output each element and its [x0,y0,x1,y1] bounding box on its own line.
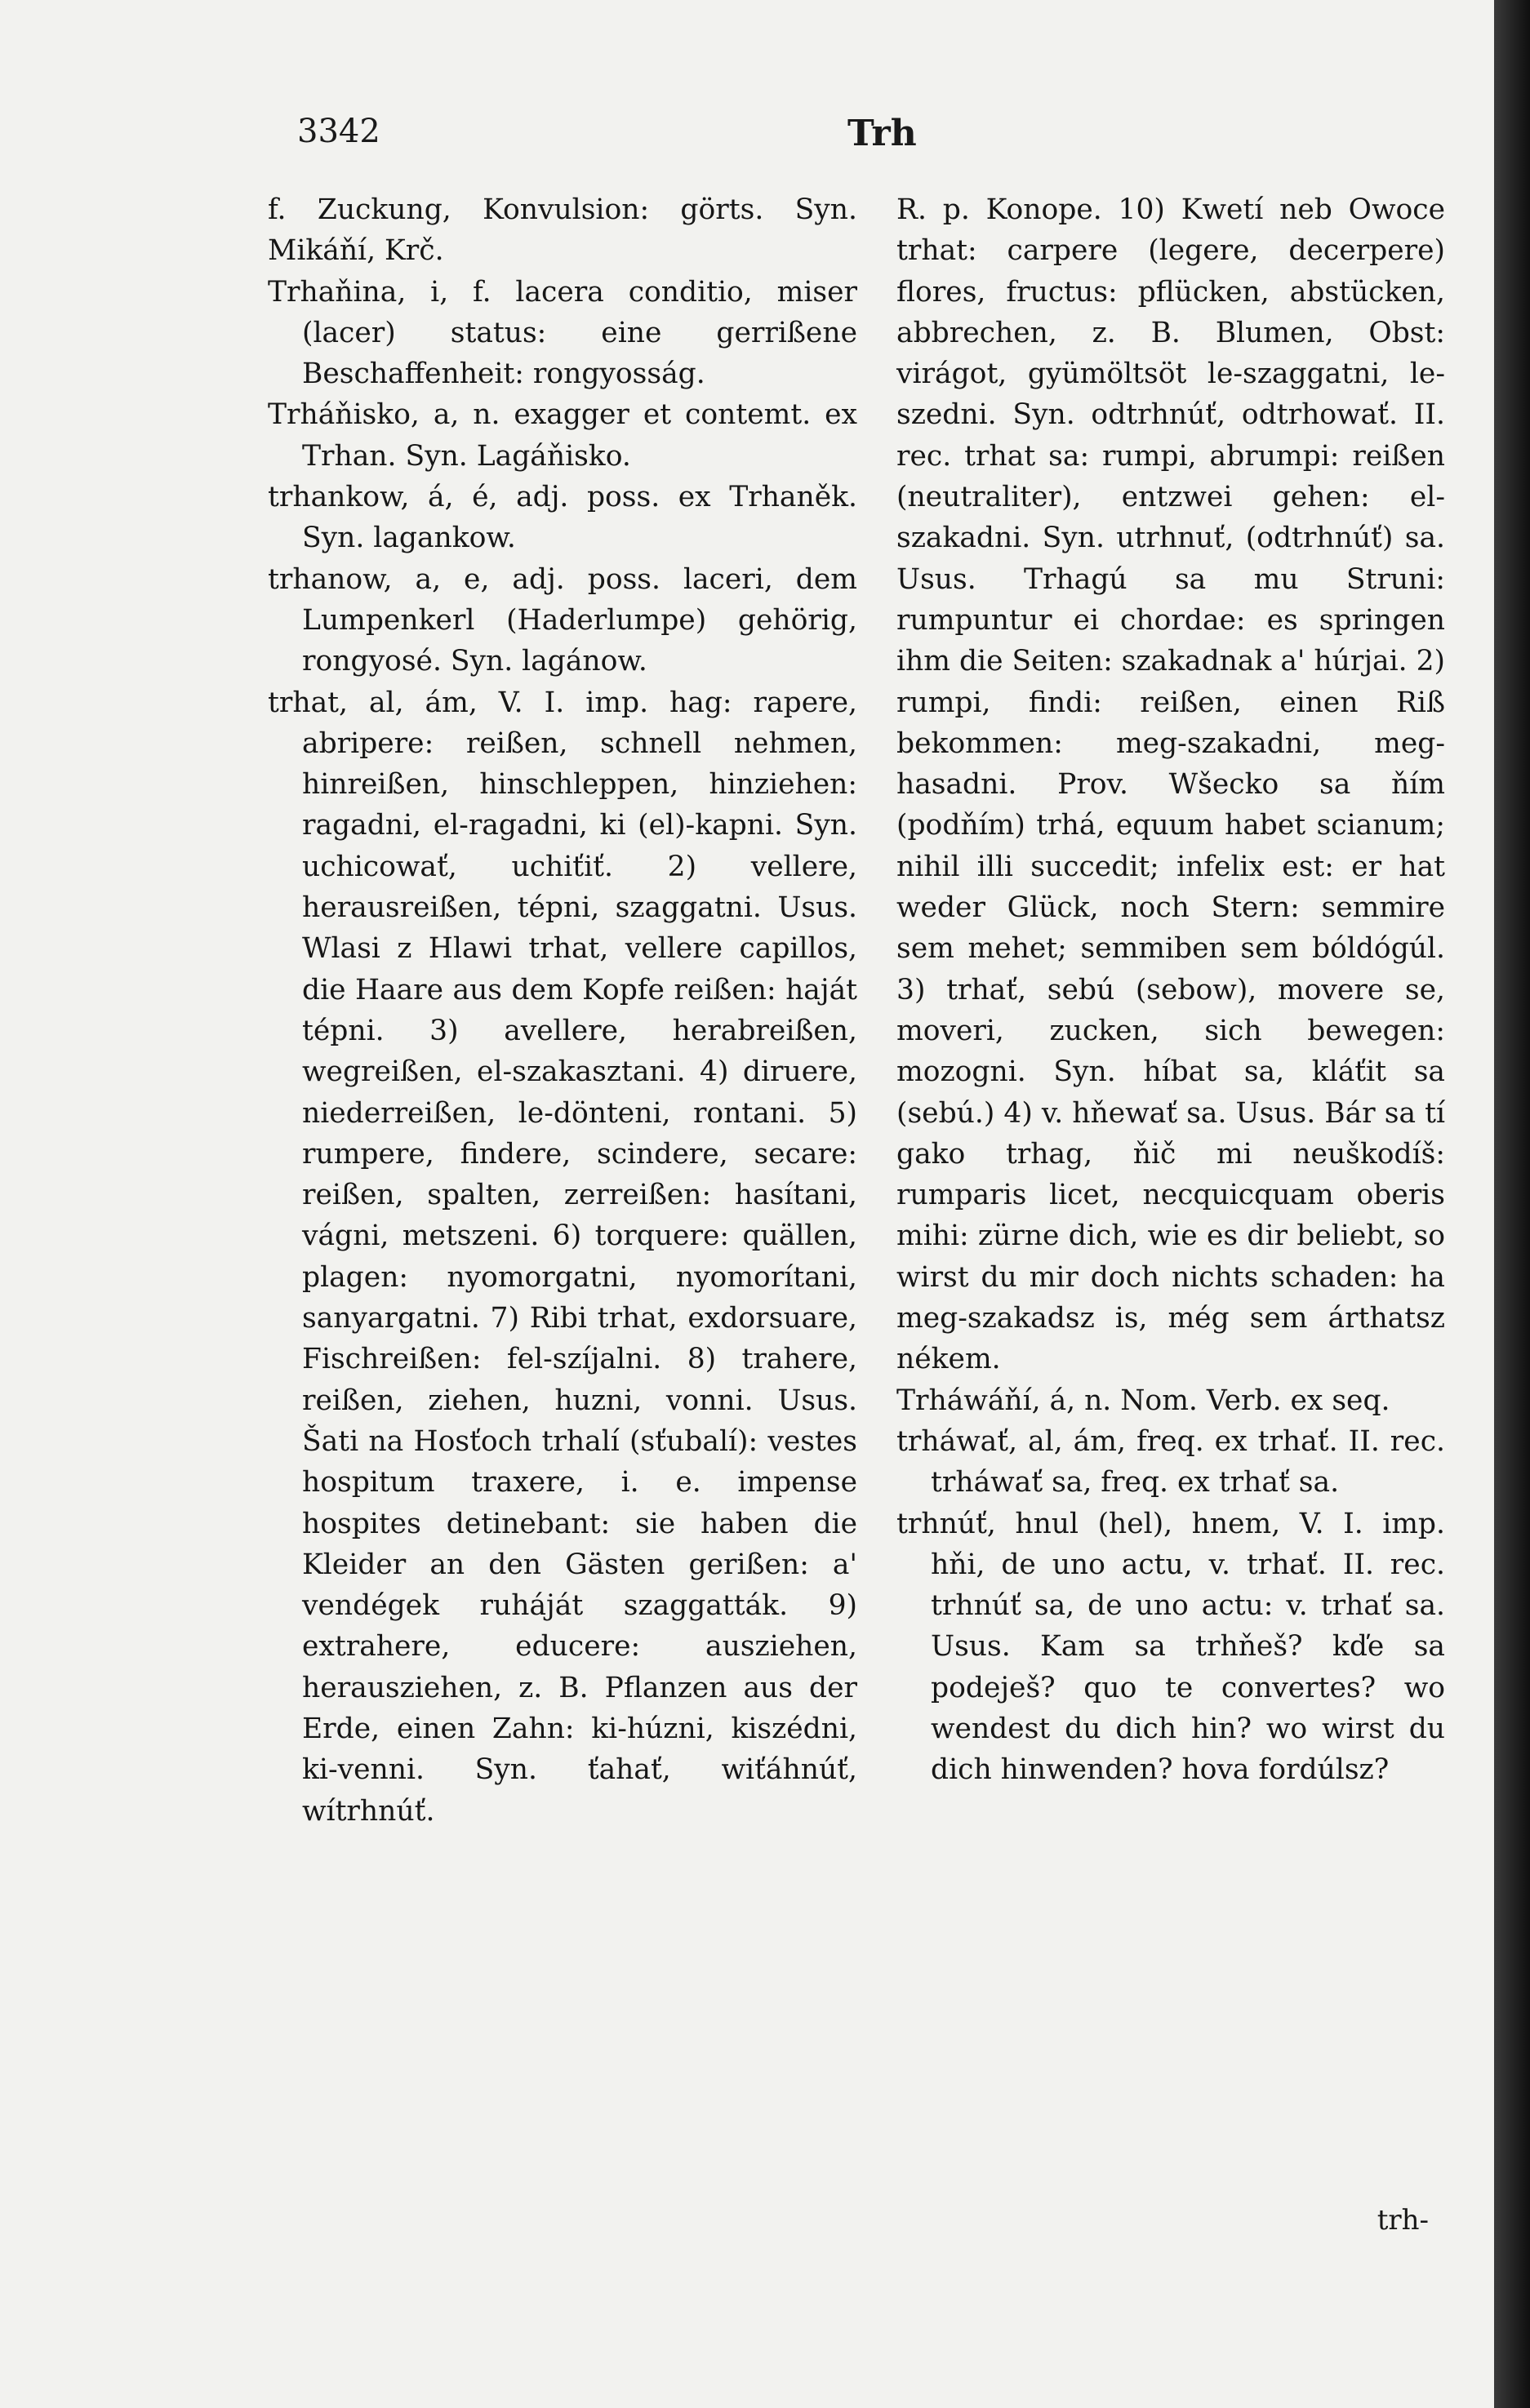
page-number: 3342 [297,113,380,150]
binding-edge [1494,0,1530,2408]
entry-trhawat: trháwať, al, ám, freq. ex trhať. II. rec. trháwať sa, freq. ex trhať sa. [896,1424,1445,1499]
entry-trhankow: trhankow, á, é, adj. poss. ex Trhaněk. Syn. lagankow. [268,481,857,555]
entry-trhanow: trhanow, a, e, adj. poss. laceri, dem Lumpenkerl (Haderlumpe) gehörig, rongyosé. Syn. lagánow. [268,562,857,678]
running-head: Trh [847,113,917,154]
entry-trhanina: Trhaňina, i, f. lacera conditio, miser (lacer) status: eine gerrißene Beschaffenheit: rongyosság. [268,275,857,391]
left-column [268,189,857,1832]
entry-trhawani: Trháwáňí, á, n. Nom. Verb. ex seq. [896,1384,1390,1417]
entry-trhanisko: Trháňisko, a, n. exagger et contemt. ex Trhan. Syn. Lagáňisko. [268,398,857,473]
catchword: trh- [1377,2204,1429,2237]
page-header [0,113,1494,162]
entry-trhat: trhat, al, ám, V. I. imp. hag: rapere, abripere: reißen, schnell nehmen, hinreißen, hinschleppen, hinziehen: ragadni, el-ragadni, ki (el)-kapni. Syn. uchicowať, uchiťiť. 2) vellere, herausreißen, tépni, szaggatni. Usus. Wlasi z Hlawi trhat, vellere capillos, die Haare aus dem Kopfe reißen: haját tépni. 3) avellere, herabreißen, wegreißen, el-szakasztani. 4) diruere, niederreißen, le-dönteni, rontani. 5) rumpere, findere, scindere, secare: reißen, spalten, zerreißen: hasítani, vágni, metszeni. 6) torquere: quällen, plagen: nyomorgatni, nyomorítani, sanyargatni. 7) Ribi trhat, exdorsuare, Fischreißen: fel-szíjalni. 8) trahere, reißen, ziehen, huzni, vonni. Usus. Šati na Hosťoch trhalí (sťubalí): vestes hospitum traxere, i. e. impense hospites detinebant: sie haben die Kleider an den Gästen gerißen: a' vendégek ruháját szaggatták. 9) extrahere, educere: ausziehen, herausziehen, z. B. Pflanzen aus der Erde, einen Zahn: ki-húzni, kiszédni, ki-venni. Syn. ťahať, wiťáhnúť, wítrhnúť. [268,686,857,1828]
right-column [896,189,1445,1791]
entry-continuation: f. Zuckung, Konvulsion: görts. Syn. Mikáňí, Krč. [268,193,857,268]
entry-trhat-continued: R. p. Konope. 10) Kwetí neb Owoce trhat: carpere (legere, decerpere) flores, fructus: pflücken, abstücken, abbrechen, z. B. Blumen, Obst: virágot, gyümöltsöt le-szaggatni, le-szedni. Syn. odtrhnúť, odtrhowať. II. rec. trhat sa: rumpi, abrumpi: reißen (neutraliter), entzwei gehen: el-szakadni. Syn. utrhnuť, (odtrhnúť) sa. Usus. Trhagú sa mu Struni: rumpuntur ei chordae: es springen ihm die Seiten: szakadnak a' húrjai. 2) rumpi, findi: reißen, einen Riß bekommen: meg-szakadni, meg-hasadni. Prov. Wšecko sa ňím (podňím) trhá, equum habet scianum; nihil illi succedit; infelix est: er hat weder Glück, noch Stern: semmire sem mehet; semmiben sem bóldógúl. 3) trhať, sebú (sebow), movere se, moveri, zucken, sich bewegen: mozogni. Syn. híbat sa, kláťit sa (sebú.) 4) v. hňewať sa. Usus. Bár sa tí gako trhag, ňič mi neuškodíš: rumparis licet, necquicquam oberis mihi: zürne dich, wie es dir beliebt, so wirst du mir doch nichts schaden: ha meg-szakadsz is, még sem árthatsz nékem. [896,193,1445,1376]
entry-trhnut: trhnúť, hnul (hel), hnem, V. I. imp. hňi, de uno actu, v. trhať. II. rec. trhnúť sa, de uno actu: v. trhať sa. Usus. Kam sa trhňeš? kďe sa podeješ? quo te convertes? wo wendest du dich hin? wo wirst du dich hinwenden? hova fordúlsz? [896,1507,1445,1787]
